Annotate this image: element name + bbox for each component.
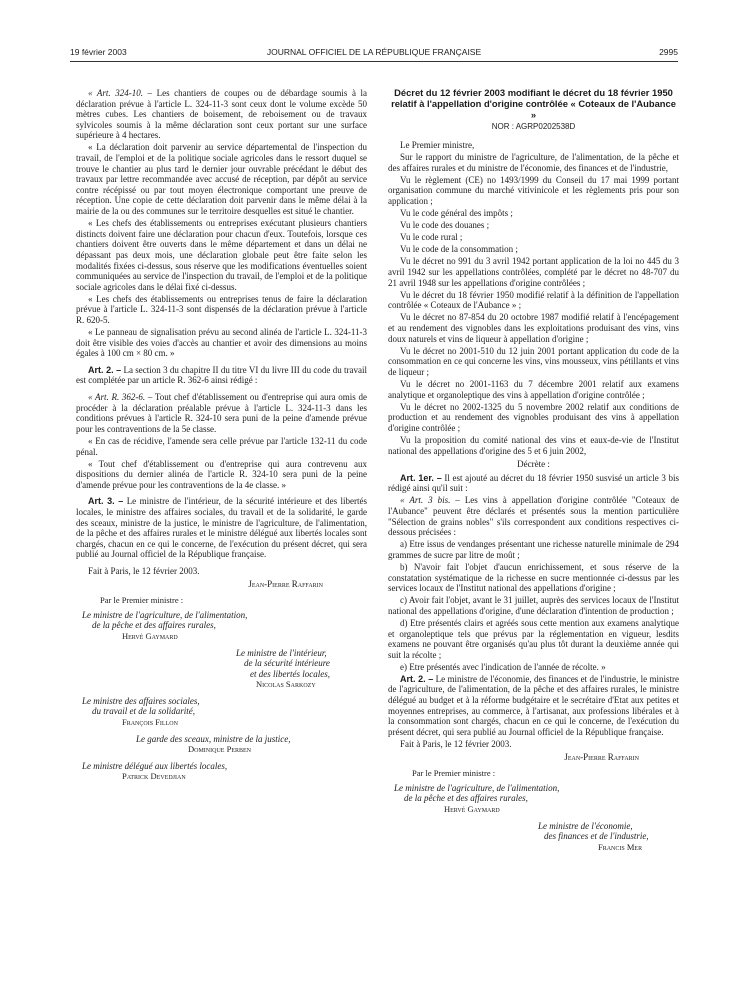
header-journal-title: JOURNAL OFFICIEL DE LA RÉPUBLIQUE FRANÇAISE — [266, 47, 482, 57]
paragraph: Vu le code des douanes ; — [400, 220, 490, 231]
minister-signature: Le ministre de l'agriculture, de l'alimentation, de la pêche et des affaires rurales, Hervé Gaymard — [394, 782, 560, 814]
decrete-heading: Décrète : — [517, 459, 550, 470]
decree-title: Décret du 12 février 2003 modifiant le décret du 18 février 1950 relatif à l'appellation d'origine contrôlée « Coteaux de l'Aubance » — [391, 87, 676, 120]
signature-place-date: Fait à Paris, le 12 février 2003. — [88, 565, 200, 576]
article-3: Art. 3. – Le ministre de l'intérieur, de la sécurité intérieure et des libertés locales, le ministre des affaires sociales, du travail et de la solidarité, le garde des sceaux, ministre de la justice, le ministre de l'agriculture, de l'alimentation, de la pêche et des affaires rurales et le ministre délégué aux libertés locales sont chargés, chacun en ce qui le concerne, de l'exécution du présent décret, qui sera publié au Journal officiel de la République française. — [76, 496, 367, 560]
paragraph: Vu le code de la consommation ; — [400, 244, 518, 255]
paragraph: « Les chefs des établissements ou entreprises exécutant plusieurs chantiers distincts doivent faire une déclaration pour chacun d'eux. Toutefois, lorsque ces chantiers doivent être ouverts dans le même département et dans un délai ne dépassant pas deux mois, une déclaration globale peut être faite selon les modalités fixées ci-dessus, sous réserve que les modifications éventuelles soient communiquées au service de l'inspection du travail, de l'emploi et de la politique sociale agricoles dans le délai fixé ci-dessus. — [76, 218, 367, 292]
condition-item: d) Etre présentés clairs et agréés sous cette mention aux examens analytique et organoleptique tels que prévus par la réglementation en vigueur, lesdits examens ne pouvant être organisés qu'au plus tôt durant la deuxième année qui suit la récolte ; — [388, 617, 679, 660]
article-2: Art. 2. – La section 3 du chapitre II du titre VI du livre III du code du travail est complétée par un article R. 362-6 ainsi rédigé : — [76, 364, 368, 386]
paragraph: Vu le décret no 2001-510 du 12 juin 2001 portant application du code de la consommation en ce qui concerne les vins, vins mousseux, vins pétillants et vins de liqueur ; — [388, 345, 679, 377]
minister-signature: Le ministre de l'intérieur, de la sécurité intérieure et des libertés locales, Nicolas Sarkozy — [236, 647, 330, 690]
paragraph: Vu le code général des impôts ; — [400, 208, 513, 219]
article-1: Art. 1er. – Il est ajouté au décret du 18 février 1950 susvisé un article 3 bis rédigé ainsi qu'il suit : — [388, 472, 680, 494]
paragraph: Vu le décret no 87-854 du 20 octobre 1987 modifié relatif à l'encépagement et au rendement des vignobles dans les exploitations produisant des vins, vins doux naturels et vins de liqueur à appellation d'origine ; — [388, 312, 679, 344]
paragraph: Vu la proposition du comité national des vins et eaux-de-vie de l'Institut national des appellations d'origine des 5 et 6 juin 2002, — [388, 434, 679, 456]
signature-by: Par le Premier ministre : — [412, 768, 496, 779]
signatory-name: Jean-Pierre Raffarin — [564, 751, 639, 762]
minister-signature: Le ministre délégué aux libertés locales, Patrick Devedjian — [82, 760, 228, 782]
paragraph: « Art. R. 362-6. – Tout chef d'établissement ou d'entreprise qui aura omis de procéder à la déclaration préalable prévue à l'article L. 324-11-3 dans les conditions prévues à l'article R. 324-10 sera puni de la peine d'amende prévue pour les contraventions de la 5e classe. — [76, 392, 367, 434]
article-2: Art. 2. – Le ministre de l'économie, des finances et de l'industrie, le ministre de l'agriculture, de l'alimentation, de la pêche et des affaires rurales, le ministre délégué au budget et à la réforme budgétaire et le secrétaire d'Etat aux petites et moyennes entreprises, au commerce, à l'artisanat, aux professions libérales et à la consommation sont chargés, chacun en ce qui le concerne, de l'exécution du présent décret, qui sera publié au Journal officiel de la République française. — [388, 673, 680, 737]
condition-item: c) Avoir fait l'objet, avant le 31 juillet, auprès des services locaux de l'Institut national des appellations d'origine, d'une déclaration d'intention de production ; — [388, 595, 679, 616]
left-column — [76, 88, 367, 788]
signatory-name: Jean-Pierre Raffarin — [248, 578, 323, 589]
minister-signature: Le ministre des affaires sociales, du travail et de la solidarité, François Fillon — [82, 695, 200, 728]
paragraph: Vu le règlement (CE) no 1493/1999 du Conseil du 17 mai 1999 portant organisation commune du marché vitivinicole et les règlements pris pour son application ; — [388, 174, 679, 206]
paragraph: « Tout chef d'établissement ou d'entreprise qui aura contrevenu aux dispositions du dernier alinéa de l'article R. 324-10 sera puni de la peine d'amende prévue pour les contraventions de la 4e classe. » — [76, 458, 367, 490]
decree-nor: NOR : AGRP0202538D — [491, 122, 576, 132]
condition-item: b) N'avoir fait l'objet d'aucun enrichissement, et sous réserve de la constatation systématique de la richesse en sucre mentionnée ci-dessus par les services locaux de l'Institut national des appellations d'origine ; — [388, 561, 679, 594]
right-column — [388, 88, 679, 858]
paragraph: Vu le décret no 991 du 3 avril 1942 portant application de la loi no 445 du 3 avril 1942 sur les appellations contrôlées, complété par le décret no 48-707 du 21 avril 1948 sur les appellations d'origine contrôlées ; — [388, 256, 679, 288]
paragraph: Vu le code rural ; — [400, 232, 463, 243]
paragraph: « Art. 3 bis. – Les vins à appellation d'origine contrôlée "Coteaux de l'Aubance" peuvent être déclarés et présentés sous la mention particulière "Sélection de grains nobles" s'ils correspondent aux conditions respectives ci-dessous précisées : — [388, 495, 679, 538]
header-date: 19 février 2003 — [70, 47, 127, 57]
header-rule — [70, 61, 678, 62]
paragraph: « La déclaration doit parvenir au service départemental de l'inspection du travail, de l'emploi et de la politique sociale agricoles dans le ressort duquel se trouve le chantier au plus tard le dernier jour ouvrable précédant le début des travaux par lettre recommandée avec accusé de réception, par dépôt au service contre récépissé ou par tout moyen électronique comportant une preuve de réception. Une copie de cette déclaration doit parvenir dans le même délai à la mairie de la ou des communes sur le territoire desquelles est situé le chantier. — [76, 142, 367, 217]
minister-signature: Le ministre de l'agriculture, de l'alimentation, de la pêche et des affaires rurales, Hervé Gaymard — [82, 609, 248, 641]
paragraph: Le Premier ministre, — [400, 139, 475, 150]
header-page-number: 2995 — [659, 47, 678, 57]
paragraph: Vu le décret no 2001-1163 du 7 décembre 2001 relatif aux examens analytique et organoleptique des vins à appellation d'origine contrôlée ; — [388, 378, 679, 400]
paragraph: Vu le décret du 18 février 1950 modifié relatif à la définition de l'appellation contrôlée « Coteaux de l'Aubance » ; — [388, 289, 679, 311]
paragraph: « Les chefs des établissements ou entreprises tenus de faire la déclaration prévue à l'article L. 324-11-3 sont dispensés de la déclaration prévue à l'article R. 620-5. — [76, 293, 367, 325]
paragraph: Vu le décret no 2002-1325 du 5 novembre 2002 relatif aux conditions de production et au rendement des vignobles produisant des vins à appellation d'origine contrôlée ; — [388, 401, 679, 433]
condition-item: a) Etre issus de vendanges présentant une richesse naturelle minimale de 294 grammes de sucre par litre de moût ; — [388, 539, 679, 560]
paragraph: « Le panneau de signalisation prévu au second alinéa de l'article L. 324-11-3 doit être visible des voies d'accès au chantier et avoir des dimensions au moins égales à 100 cm × 80 cm. » — [76, 327, 367, 359]
signature-place-date: Fait à Paris, le 12 février 2003. — [400, 738, 512, 749]
paragraph: « En cas de récidive, l'amende sera celle prévue par l'article 132-11 du code pénal. — [76, 435, 367, 457]
condition-item: e) Etre présentés avec l'indication de l'année de récolte. » — [400, 661, 606, 672]
signature-by: Par le Premier ministre : — [100, 595, 184, 606]
minister-signature: Le garde des sceaux, ministre de la justice, Dominique Perben — [136, 733, 291, 755]
minister-signature: Le ministre de l'économie, des finances et de l'industrie, Francis Mer — [538, 820, 649, 852]
paragraph: « Art. 324-10. – Les chantiers de coupes ou de débardage soumis à la déclaration prévue à l'article L. 324-11-3 sont ceux dont le volume excède 50 mètres cubes. Les chantiers de boisement, de reboisement ou de travaux sylvicoles soumis à la même déclaration sont ceux portant sur une surface supérieure à 4 hectares. — [76, 88, 368, 141]
page-header — [70, 47, 678, 61]
paragraph: Sur le rapport du ministre de l'agriculture, de l'alimentation, de la pêche et des affaires rurales et du ministre de l'économie, des finances et de l'industrie, — [388, 152, 679, 173]
